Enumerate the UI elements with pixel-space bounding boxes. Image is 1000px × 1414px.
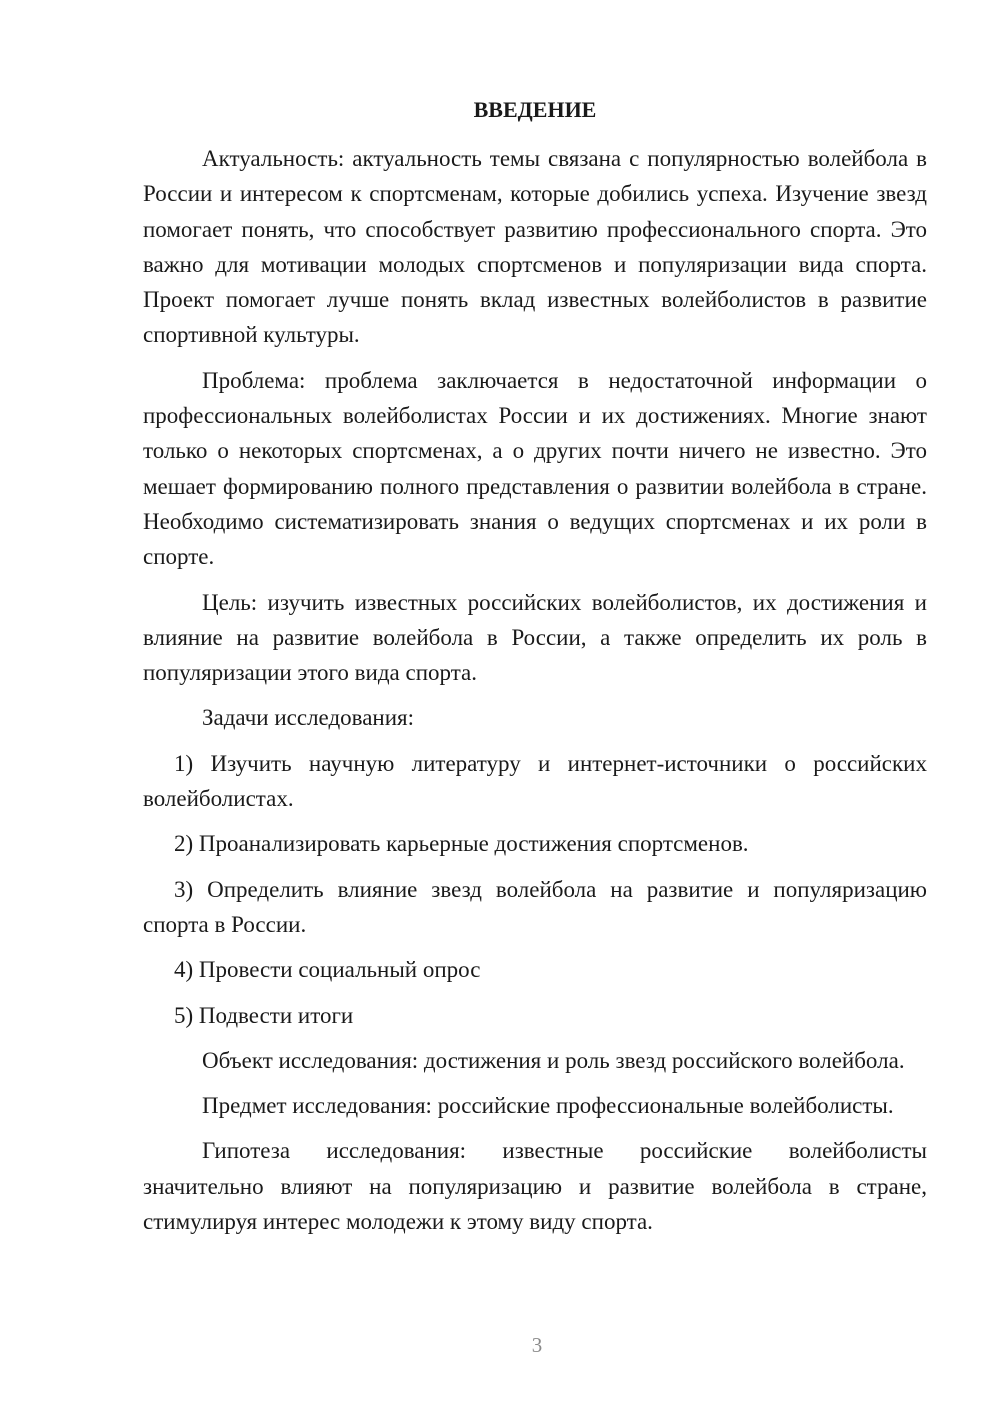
task-item-3: 3) Определить влияние звезд волейбола на развитие и популяризацию спорта в России. [143, 876, 927, 937]
task-item-2: 2) Проанализировать карьерные достижения спортсменов. [174, 831, 749, 857]
goal-paragraph: Цель: изучить известных российских волейболистов, их достижения и влияние на развитие волейбола в России, а также определить их роль в популяризации этого вида спорта. [143, 589, 927, 686]
problem-paragraph: Проблема: проблема заключается в недостаточной информации о профессиональных волейболистах России и их достижениях. Многие знают только о некоторых спортсменах, а о других почти ничего не известно. Это мешает формированию полного представления о развитии волейбола в стране. Необходимо систематизировать знания о ведущих спортсменах и их роли в спорте. [143, 367, 927, 570]
document-page [143, 92, 927, 1249]
tasks-heading: Задачи исследования: [202, 705, 415, 731]
page-number: 3 [531, 1333, 543, 1357]
subject-paragraph: Предмет исследования: российские профессиональные волейболисты. [202, 1093, 894, 1119]
relevance-paragraph: Актуальность: актуальность темы связана с популярностью волейбола в России и интересом к спортсменам, которые добились успеха. Изучение звезд помогает понять, что способствует развитию профессионального спорта. Это важно для мотивации молодых спортсменов и популяризации вида спорта. Проект помогает лучше понять вклад известных волейболистов в развитие спортивной культуры. [143, 146, 927, 348]
task-item-5: 5) Подвести итоги [174, 1002, 354, 1028]
page-title: ВВЕДЕНИЕ [473, 97, 597, 122]
object-paragraph: Объект исследования: достижения и роль звезд российского волейбола. [202, 1047, 905, 1073]
hypothesis-paragraph: Гипотеза исследования: известные российские волейболисты значительно влияют на популяризацию и развитие волейбола в стране, стимулируя интерес молодежи к этому виду спорта. [143, 1138, 927, 1235]
task-item-4: 4) Провести социальный опрос [174, 957, 481, 983]
task-item-1: 1) Изучить научную литературу и интернет-источники о российских волейболистах. [143, 750, 927, 812]
